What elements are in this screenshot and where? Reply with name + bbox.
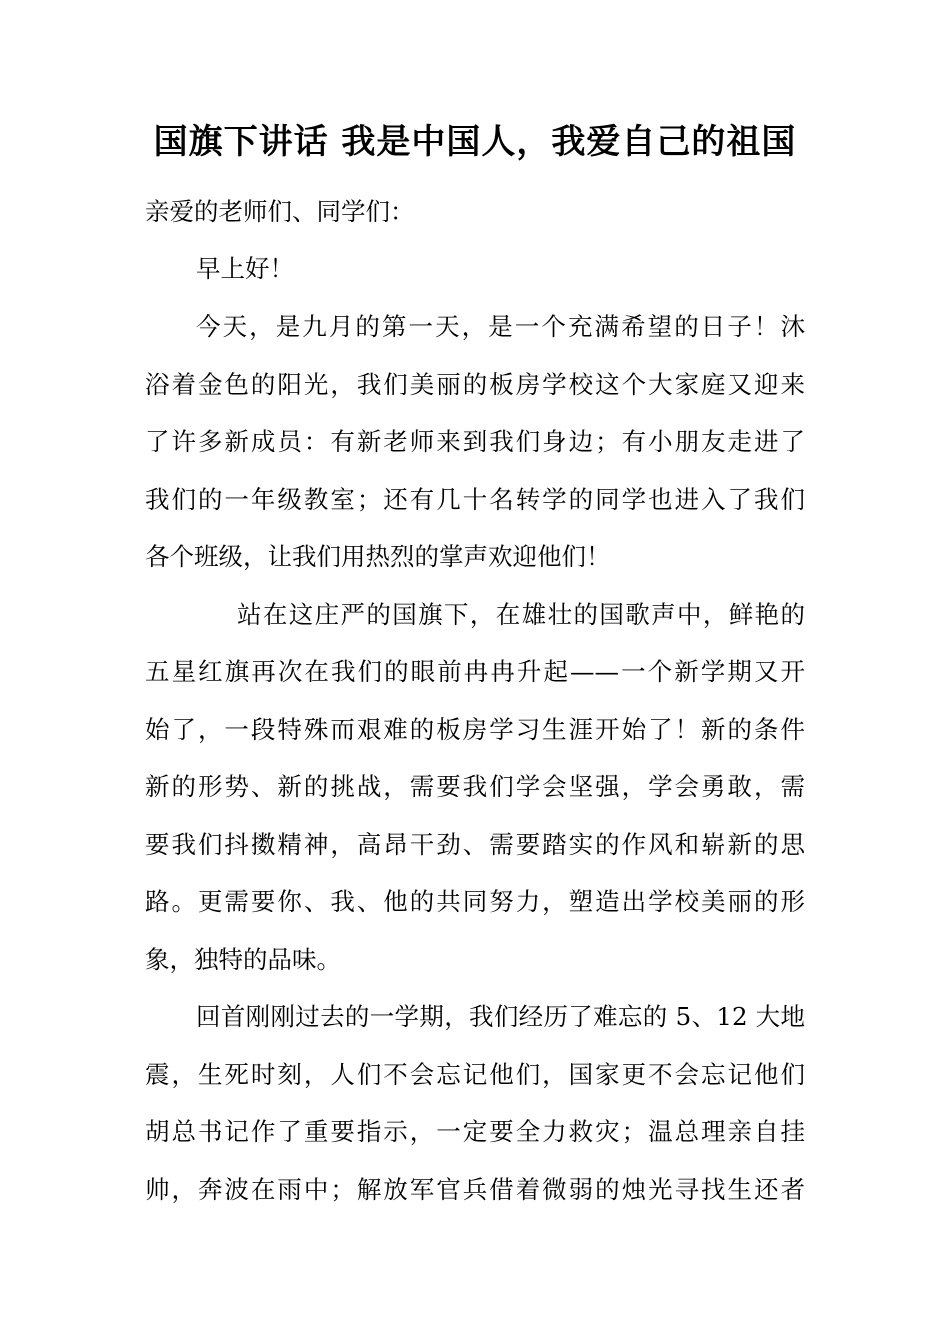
paragraph-2-line-2: 五星红旗再次在我们的眼前冉冉升起——一个新学期又开	[145, 657, 805, 686]
paragraph-1-line-4: 我们的一年级教室；还有几十名转学的同学也进入了我们	[145, 485, 805, 514]
paragraph-1-line-2: 浴着金色的阳光，我们美丽的板房学校这个大家庭又迎来	[145, 370, 805, 399]
paragraph-3-line-2: 震，生死时刻，人们不会忘记他们，国家更不会忘记他们	[145, 1060, 805, 1089]
paragraph-1-line-5: 各个班级，让我们用热烈的掌声欢迎他们！	[145, 542, 611, 571]
paragraph-1-line-1: 今天，是九月的第一天，是一个充满希望的日子！沐	[196, 312, 805, 341]
paragraph-3-line-3: 胡总书记作了重要指示，一定要全力救灾；温总理亲自挂	[145, 1117, 805, 1146]
paragraph-2-line-1: 站在这庄严的国旗下，在雄壮的国歌声中，鲜艳的	[237, 600, 805, 629]
greeting-line: 早上好！	[196, 254, 294, 283]
paragraph-3-line-1: 回首刚刚过去的一学期，我们经历了难忘的 5、12 大地	[196, 1002, 805, 1031]
paragraph-2-line-5: 要我们抖擞精神，高昂干劲、需要踏实的作风和崭新的思	[145, 830, 805, 859]
paragraph-1-line-3: 了许多新成员：有新老师来到我们身边；有小朋友走进了	[145, 427, 805, 456]
paragraph-2-line-7: 象，独特的品味。	[145, 945, 341, 974]
page-title: 国旗下讲话 我是中国人，我爱自己的祖国	[153, 122, 797, 162]
paragraph-2-line-3: 始了，一段特殊而艰难的板房学习生涯开始了！新的条件	[145, 715, 805, 744]
paragraph-2-line-4: 新的形势、新的挑战，需要我们学会坚强，学会勇敢，需	[145, 772, 805, 801]
paragraph-2-line-6: 路。更需要你、我、他的共同努力，塑造出学校美丽的形	[145, 887, 805, 916]
salutation-line: 亲爱的老师们、同学们：	[145, 197, 415, 226]
paragraph-3-line-4: 帅，奔波在雨中；解放军官兵借着微弱的烛光寻找生还者	[145, 1175, 805, 1204]
